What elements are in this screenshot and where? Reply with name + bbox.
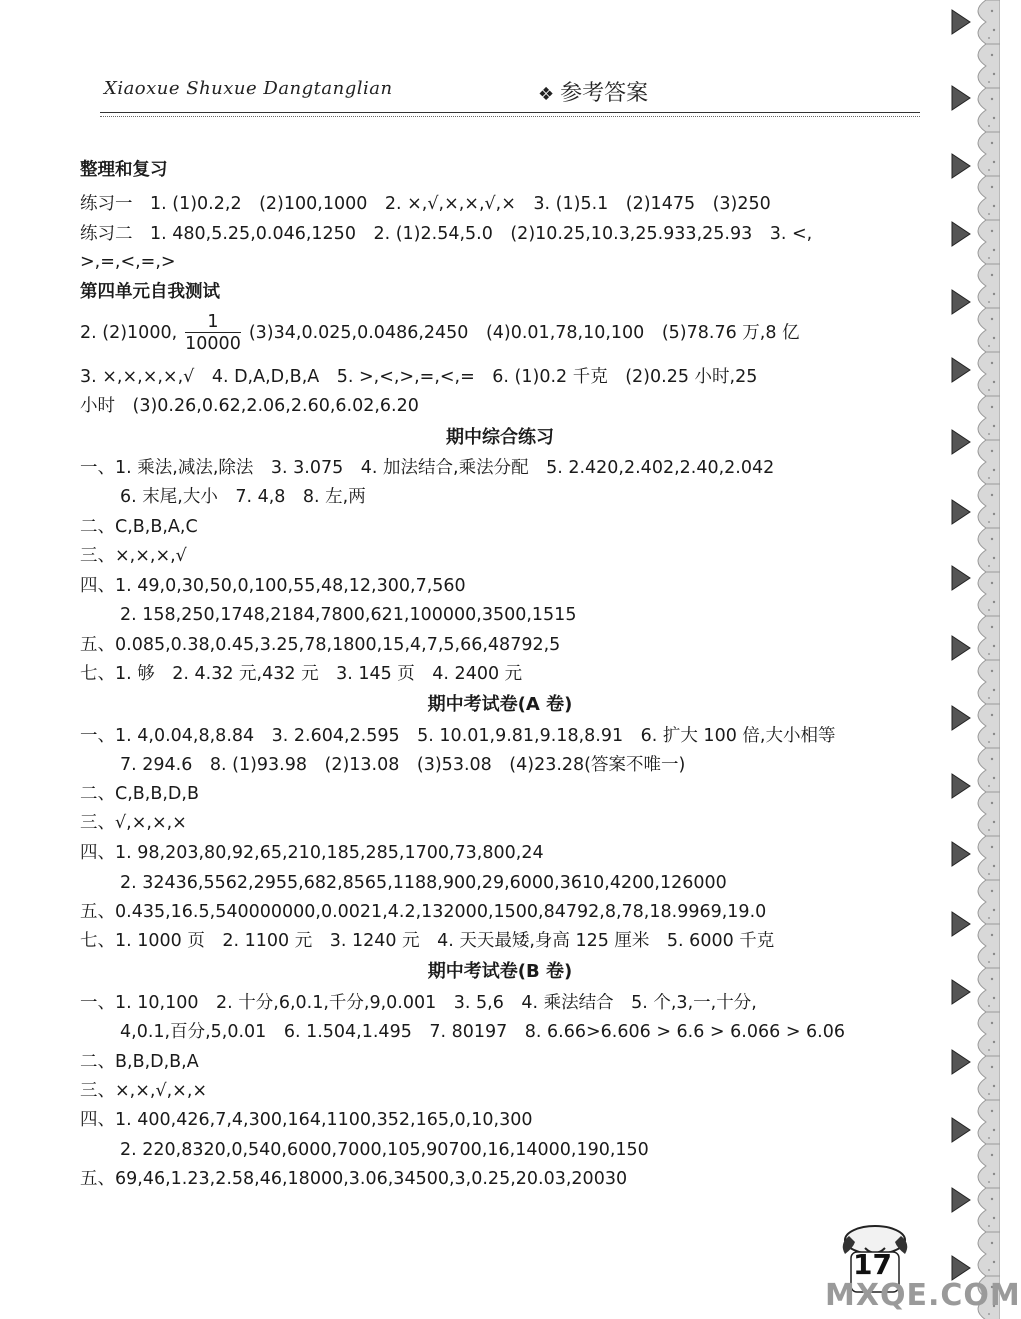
answer-line: 7. 294.6 8. (1)93.98 (2)13.08 (3)53.08 (4)23.28(答案不唯一): [120, 755, 686, 775]
answer-line: 三、×,×,×,√: [80, 546, 187, 566]
decorative-border: [940, 0, 1000, 1319]
answer-line: 二、C,B,B,A,C: [80, 517, 198, 537]
answer-text: (3)34,0.025,0.0486,2450 (4)0.01,78,10,100 (5)78.76 万,8 亿: [248, 323, 800, 343]
fraction-numerator: 1: [185, 312, 241, 333]
answer-line: 3. ×,×,×,×,√ 4. D,A,D,B,A 5. >,<,>,=,<,= 6. (1)0.2 千克 (2)0.25 小时,25: [80, 367, 758, 387]
answer-line: 2. 220,8320,0,540,6000,7000,105,90700,16,14000,190,150: [120, 1140, 649, 1160]
answer-line-with-fraction: [80, 308, 800, 358]
watermark-text: MXQE.COM: [825, 1278, 1021, 1313]
answer-line: 四、1. 98,203,80,92,65,210,185,285,1700,73,800,24: [80, 843, 544, 863]
page-number: 17: [853, 1248, 892, 1281]
header-answer-label: 参考答案: [560, 81, 649, 106]
answer-line: 七、1. 够 2. 4.32 元,432 元 3. 145 页 4. 2400 元: [80, 664, 523, 684]
answer-text: 2. (2)1000,: [80, 323, 178, 343]
answer-line: 三、√,×,×,×: [80, 813, 187, 833]
section-title: 第四单元自我测试: [80, 282, 220, 302]
section-title: 整理和复习: [80, 160, 168, 180]
answer-line: 一、1. 4,0.04,8,8.84 3. 2.604,2.595 5. 10.01,9.81,9.18,8.91 6. 扩大 100 倍,大小相等: [80, 726, 836, 746]
answer-line: 练习一 1. (1)0.2,2 (2)100,1000 2. ×,√,×,×,√,× 3. (1)5.1 (2)1475 (3)250: [80, 194, 771, 214]
answer-line: 练习二 1. 480,5.25,0.046,1250 2. (1)2.54,5.0 (2)10.25,10.3,25.933,25.93 3. <,: [80, 224, 813, 244]
header-pinyin-title: Xiaoxue Shuxue Dangtanglian: [104, 78, 393, 99]
answer-line: 五、0.085,0.38,0.45,3.25,78,1800,15,4,7,5,66,48792,5: [80, 635, 561, 655]
answer-line: 五、69,46,1.23,2.58,46,18000,3.06,34500,3,0.25,20.03,20030: [80, 1169, 628, 1189]
answer-line: 6. 末尾,大小 7. 4,8 8. 左,两: [120, 487, 366, 507]
diamond-ornament-icon: ❖: [538, 84, 555, 105]
answer-line: 三、×,×,√,×,×: [80, 1081, 208, 1101]
answer-line: 二、B,B,D,B,A: [80, 1052, 199, 1072]
answer-line: 四、1. 400,426,7,4,300,164,1100,352,165,0,10,300: [80, 1110, 533, 1130]
fraction-denominator: 10000: [185, 333, 241, 354]
answer-line: 一、1. 乘法,减法,除法 3. 3.075 4. 加法结合,乘法分配 5. 2.420,2.402,2.40,2.042: [80, 458, 775, 478]
answer-line: 2. 32436,5562,2955,682,8565,1188,900,29,6000,3610,4200,126000: [120, 873, 727, 893]
answer-line: 2. 158,250,1748,2184,7800,621,100000,3500,1515: [120, 605, 577, 625]
answer-line: >,=,<,=,>: [80, 252, 176, 272]
header-dotted-divider: [100, 116, 920, 117]
header-answer-title: [538, 76, 648, 107]
fraction: [185, 312, 241, 355]
answer-line: 一、1. 10,100 2. 十分,6,0.1,千分,9,0.001 3. 5,6 4. 乘法结合 5. 个,3,一,十分,: [80, 993, 757, 1013]
section-title-centered: 期中考试卷(B 卷): [427, 961, 573, 982]
answer-line: 四、1. 49,0,30,50,0,100,55,48,12,300,7,560: [80, 576, 466, 596]
answer-line: 七、1. 1000 页 2. 1100 元 3. 1240 元 4. 天天最矮,身高 125 厘米 5. 6000 千克: [80, 931, 775, 951]
section-title-centered: 期中综合练习: [446, 427, 554, 448]
section-title-centered: 期中考试卷(A 卷): [427, 694, 573, 715]
header-divider: [100, 112, 920, 113]
answer-line: 4,0.1,百分,5,0.01 6. 1.504,1.495 7. 80197 8. 6.66>6.606 > 6.6 > 6.066 > 6.06: [120, 1022, 846, 1042]
answer-line: 二、C,B,B,D,B: [80, 784, 199, 804]
answer-line: 小时 (3)0.26,0.62,2.06,2.60,6.02,6.20: [80, 396, 419, 416]
answer-line: 五、0.435,16.5,540000000,0.0021,4.2,132000,1500,84792,8,78,18.9969,19.0: [80, 902, 767, 922]
